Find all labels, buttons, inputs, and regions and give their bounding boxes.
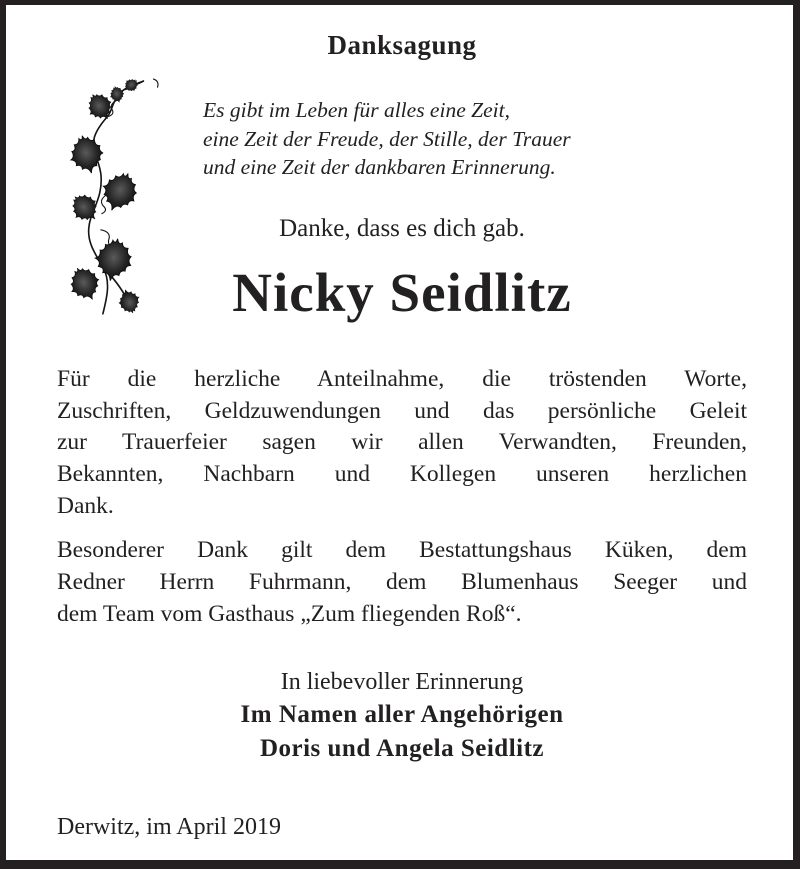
paragraph-line: Dank. — [57, 492, 114, 519]
place-date-line: Derwitz, im April 2019 — [57, 814, 281, 840]
paragraph-line: Für die herzliche Anteilnahme, die tröstenden Worte, — [57, 365, 747, 392]
ivy-vine-icon — [61, 73, 165, 331]
paragraph-line: Bekannten, Nachbarn und Kollegen unseren herzlichen — [57, 461, 747, 487]
closing-names-line: Doris und Angela Seidlitz — [259, 734, 545, 762]
verse-line: und eine Zeit der dankbaren Erinnerung. — [203, 155, 556, 179]
deceased-name: Nicky Seidlitz — [232, 261, 572, 323]
closing-family-line: Im Namen aller Angehörigen — [240, 700, 564, 728]
paragraph-line: Zuschriften, Geldzuwendungen und das persönliche Geleit — [57, 397, 747, 424]
tribute-line: Danke, dass es dich gab. — [279, 214, 525, 242]
thanks-paragraph — [57, 364, 747, 523]
verse-line: eine Zeit der Freude, der Stille, der Trauer — [203, 126, 571, 151]
paragraph-line: zur Trauerfeier sagen wir allen Verwandten, Freunden, — [57, 429, 747, 456]
special-thanks-paragraph — [57, 535, 747, 630]
closing-block — [57, 667, 747, 766]
paragraph-line: dem Team vom Gasthaus „Zum fliegenden Roß“. — [57, 600, 522, 627]
notice-title: Danksagung — [327, 30, 477, 60]
notice-content — [6, 5, 793, 860]
memorial-verse — [203, 96, 747, 182]
closing-remembrance-line: In liebevoller Erinnerung — [280, 668, 524, 695]
paragraph-line: Redner Herrn Fuhrmann, dem Blumenhaus Seeger und — [57, 569, 747, 596]
verse-line: Es gibt im Leben für alles eine Zeit, — [203, 98, 510, 122]
paragraph-line: Besonderer Dank gilt dem Bestattungshaus Küken, dem — [57, 537, 747, 564]
